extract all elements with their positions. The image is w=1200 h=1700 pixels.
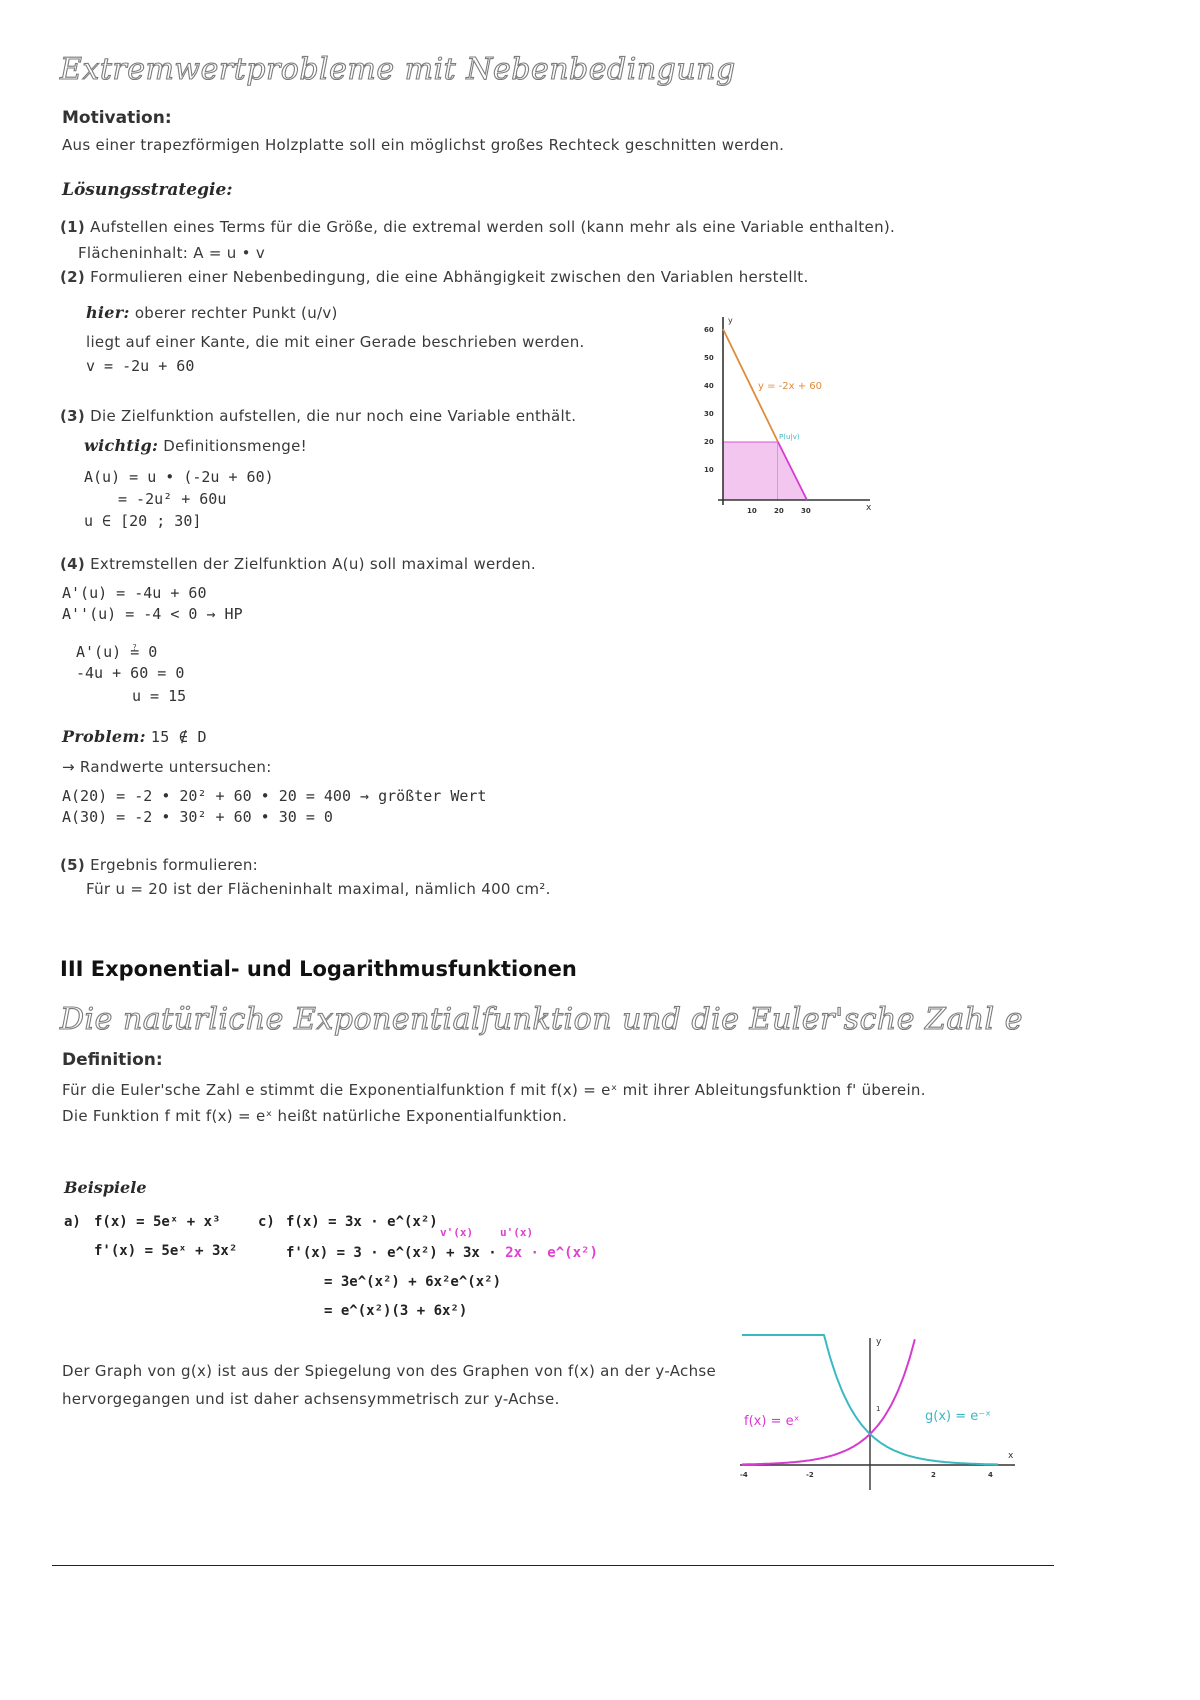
step3-number: (3) (60, 407, 86, 425)
definition-label: Definition: (62, 1050, 163, 1070)
step4-line1: A'(u) = -4u + 60 (62, 584, 207, 602)
problem-line (62, 727, 207, 746)
example-c-label: c) (258, 1214, 275, 1230)
example-c-line2-derivative: 2x · e^(x²) (505, 1245, 598, 1261)
u-prime-label: u'(x) (500, 1226, 534, 1239)
v-prime-label: v'(x) (440, 1226, 474, 1239)
point-label: P(u|v) (779, 433, 800, 441)
f-label: f(x) = eˣ (744, 1414, 800, 1429)
step5-number: (5) (60, 856, 86, 874)
hier-line (86, 303, 338, 322)
example-c-line2-main: f'(x) = 3 · e^(x²) + 3x · (286, 1245, 497, 1261)
step5 (60, 856, 258, 874)
motivation-label: Motivation: (62, 108, 172, 128)
step3-line2: = -2u² + 60u (118, 490, 227, 508)
x-tick: -2 (806, 1471, 814, 1479)
x-ticks (747, 507, 811, 515)
strategy-label: Lösungsstrategie: (62, 180, 233, 200)
step2-text: Formulieren einer Nebenbedingung, die eine Abhängigkeit zwischen den Variablen herstellt. (90, 268, 809, 286)
y-tick-1: 1 (876, 1405, 881, 1413)
example-c-line2 (286, 1245, 598, 1261)
step1-text: Aufstellen eines Terms für die Größe, die extremal werden soll (kann mehr als eine Variable enthalten). (90, 218, 896, 236)
y-axis-label: y (728, 316, 733, 325)
hier-label: hier: (86, 303, 130, 322)
x-tick: -4 (740, 1471, 748, 1479)
motivation-text: Aus einer trapezförmigen Holzplatte soll ein möglichst großes Rechteck geschnitten werden. (62, 136, 785, 154)
step1-formula: Flächeninhalt: A = u • v (78, 244, 266, 262)
y-axis-label: y (876, 1337, 882, 1347)
step4-line5: u = 15 (132, 687, 187, 705)
hier-formula: v = -2u + 60 (86, 357, 195, 375)
example-a-line2: f'(x) = 5eˣ + 3x² (94, 1243, 238, 1259)
step5-text: Ergebnis formulieren: (90, 856, 259, 874)
step3 (60, 407, 576, 425)
mirror-line2: hervorgegangen und ist daher achsensymmetrisch zur y-Achse. (62, 1390, 560, 1408)
definition-line1: Für die Euler'sche Zahl e stimmt die Exponentialfunktion f mit f(x) = eˣ mit ihrer Ableitungsfunktion f' überein. (62, 1081, 926, 1099)
step1-number: (1) (60, 218, 86, 236)
section2-title: Die natürliche Exponentialfunktion und die Euler'sche Zahl e (60, 1002, 1023, 1037)
y-tick: 10 (704, 466, 714, 474)
x-tick: 10 (747, 507, 757, 515)
rand-line2: A(30) = -2 • 30² + 60 • 30 = 0 (62, 808, 333, 826)
y-tick: 50 (704, 354, 714, 362)
wichtig-label: wichtig: (84, 436, 159, 455)
hier-text: oberer rechter Punkt (u/v) (134, 304, 338, 322)
example-a-line1: f(x) = 5eˣ + x³ (94, 1214, 221, 1230)
chapter-heading: III Exponential- und Logarithmusfunktionen (60, 957, 577, 981)
example-c-line3: = 3e^(x²) + 6x²e^(x²) (324, 1274, 502, 1290)
problem-text: 15 ∉ D (150, 728, 207, 746)
step4 (60, 555, 536, 573)
example-c-line1: f(x) = 3x · e^(x²) (286, 1214, 438, 1230)
g-label: g(x) = e⁻ˣ (925, 1409, 991, 1424)
example-a-label: a) (64, 1214, 81, 1230)
x-tick: 2 (931, 1471, 936, 1479)
x-tick: 20 (774, 507, 784, 515)
step4-line2: A''(u) = -4 < 0 → HP (62, 605, 243, 623)
trapezoid-graph (690, 305, 890, 525)
step2 (60, 268, 809, 286)
y-tick: 60 (704, 326, 714, 334)
step4-line3: A'(u) ≟ 0 (76, 643, 158, 661)
wichtig-text: Definitionsmenge! (163, 437, 307, 455)
x-tick: 4 (988, 1471, 993, 1479)
step3-line1: A(u) = u • (-2u + 60) (84, 468, 274, 486)
problem-label: Problem: (62, 727, 146, 746)
rand-line1: A(20) = -2 • 20² + 60 • 20 = 400 → größter Wert (62, 787, 487, 805)
rectangle-area (723, 442, 778, 500)
step5-result: Für u = 20 ist der Flächeninhalt maximal, nämlich 400 cm². (86, 880, 551, 898)
mirror-line1: Der Graph von g(x) ist aus der Spiegelung von des Graphen von f(x) an der y-Achse (62, 1362, 717, 1380)
f-curve (742, 1339, 915, 1464)
step4-line4: -4u + 60 = 0 (76, 664, 185, 682)
y-tick: 30 (704, 410, 714, 418)
rand-text: → Randwerte untersuchen: (62, 758, 272, 776)
beispiele-label: Beispiele (64, 1178, 147, 1197)
step3-text: Die Zielfunktion aufstellen, die nur noch eine Variable enthält. (90, 407, 577, 425)
example-c-line4: = e^(x²)(3 + 6x²) (324, 1303, 468, 1319)
x-axis-label: x (866, 503, 872, 513)
step1 (60, 218, 895, 236)
step2-number: (2) (60, 268, 86, 286)
definition-line2: Die Funktion f mit f(x) = eˣ heißt natürliche Exponentialfunktion. (62, 1107, 568, 1125)
x-ticks (740, 1471, 993, 1479)
constraint-line-label: y = -2x + 60 (758, 381, 823, 392)
wichtig-line (84, 436, 307, 455)
x-axis-label: x (1008, 1451, 1014, 1461)
y-ticks (704, 326, 714, 474)
y-tick: 20 (704, 438, 714, 446)
hier-text2: liegt auf einer Kante, die mit einer Gerade beschrieben werden. (86, 333, 585, 351)
step3-line3: u ∈ [20 ; 30] (84, 512, 202, 530)
section1-title: Extremwertprobleme mit Nebenbedingung (60, 52, 736, 87)
x-tick: 30 (801, 507, 811, 515)
y-tick: 40 (704, 382, 714, 390)
step4-number: (4) (60, 555, 86, 573)
page-divider (52, 1565, 1054, 1566)
exponential-graph (730, 1330, 1030, 1500)
step4-text: Extremstellen der Zielfunktion A(u) soll maximal werden. (90, 555, 536, 573)
